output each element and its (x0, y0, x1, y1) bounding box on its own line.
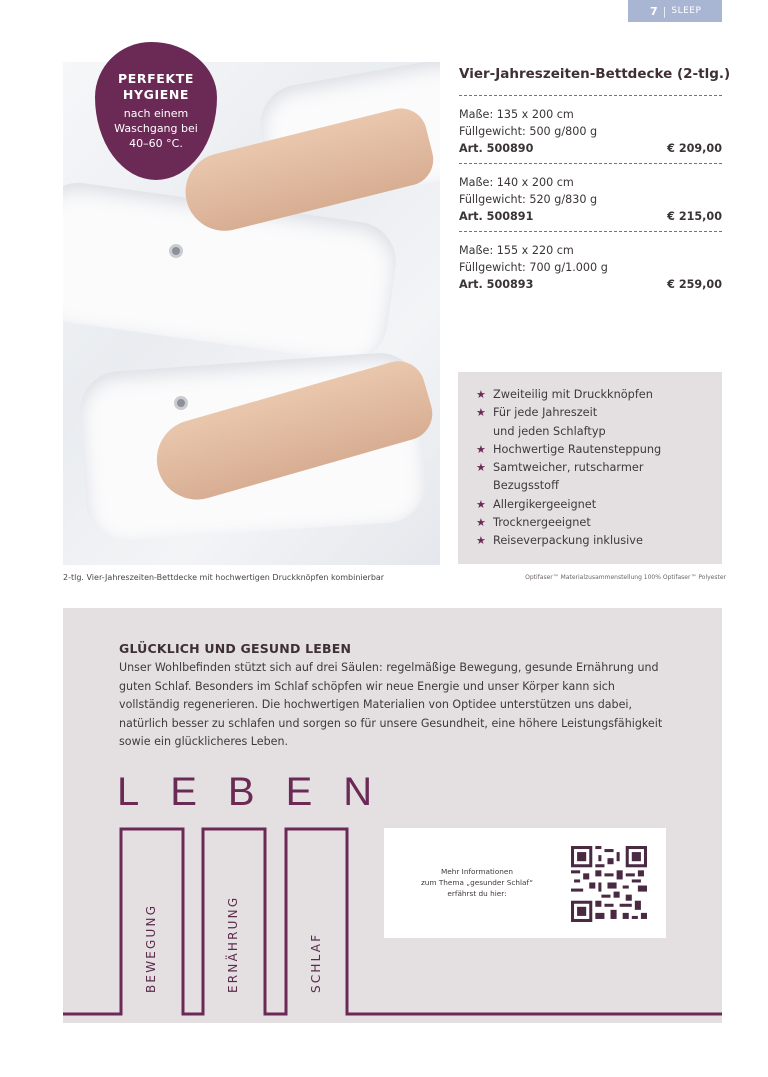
variant-price: € 259,00 (667, 278, 722, 291)
badge-line-3: nach einem (123, 107, 189, 120)
star-icon: ★ (476, 497, 486, 511)
product-title: Vier-Jahreszeiten-Bettdecke (2-tlg.) (459, 66, 731, 82)
variant-weight: Füllgewicht: 520 g/830 g (459, 193, 598, 206)
badge-line-5: 40–60 °C. (129, 137, 183, 150)
badge-line-4: Waschgang bei (114, 122, 198, 135)
badge-line-1: PERFEKTE (118, 71, 194, 86)
star-icon: ★ (476, 388, 486, 401)
feature-item: ★ Allergikergeeignet (476, 496, 712, 514)
section-name: SLEEP (671, 6, 702, 16)
star-icon: ★ (476, 516, 486, 530)
variant-price: € 209,00 (667, 142, 722, 155)
feature-item: ★ Hochwertige Rautensteppung (476, 441, 712, 459)
pillar-label-schlaf: SCHLAF (309, 932, 323, 993)
badge-line-2: HYGIENE (122, 87, 190, 102)
star-icon: ★ (476, 442, 486, 456)
qr-code-icon[interactable] (570, 846, 648, 922)
feature-item: ★ Reiseverpackung inklusive (476, 532, 712, 550)
qr-card[interactable] (384, 828, 666, 938)
star-icon: ★ (476, 406, 486, 420)
star-icon: ★ (476, 461, 486, 475)
star-icon: ★ (476, 534, 486, 548)
pillar-label-bewegung: BEWEGUNG (144, 903, 158, 993)
variant-weight: Füllgewicht: 500 g/800 g (459, 125, 598, 138)
photo-caption: 2-tlg. Vier-Jahreszeiten-Bettdecke mit hochwertigen Druckknöpfen kombinierbar (63, 573, 385, 582)
variant-size: Maße: 155 x 220 cm (459, 244, 574, 257)
feature-item-continued: Bezugsstoff (493, 479, 559, 493)
pillar-label-ernaehrung: ERNÄHRUNG (226, 895, 240, 993)
feature-item: ★ Zweiteilig mit Druckknöpfen (476, 386, 712, 404)
page-number: 7 (650, 4, 658, 18)
variant-size: Maße: 140 x 200 cm (459, 176, 574, 189)
variant-size: Maße: 135 x 200 cm (459, 108, 574, 121)
feature-item-continued: und jeden Schlaftyp (493, 424, 606, 438)
variant-weight: Füllgewicht: 700 g/1.000 g (459, 261, 608, 274)
tab-separator: | (662, 4, 667, 18)
variant-price: € 215,00 (667, 210, 722, 223)
qr-text: Mehr Informationen zum Thema „gesunder Schlaf“ erfährst du hier: (420, 867, 534, 898)
variant-article: Art. 500891 (459, 210, 534, 223)
leben-headline: LEBEN (117, 770, 404, 814)
feature-item: ★ Trocknergeeignet (476, 514, 712, 532)
feature-item: ★ Für jede Jahreszeit (476, 404, 712, 422)
section-body: Unser Wohlbefinden stützt sich auf drei Säulen: regelmäßige Bewegung, gesunde Ernährung und guten Schlaf. Besonders im Schlaf schöpfen wir neue Energie und unser Körper kann sich vollständig regenerieren. Die hochwertigen Materialien von Optidee unterstützen uns dabei, natürlich besser zu schlafen und sorgen so für unsere Gesundheit, eine höhere Leistungsfähigkeit sowie ein glücklicheres Leben. (119, 661, 663, 749)
section-title: GLÜCKLICH UND GESUND LEBEN (119, 641, 352, 656)
feature-item: ★ Samtweicher, rutscharmer (476, 459, 712, 477)
variant-article: Art. 500893 (459, 278, 534, 291)
variant-article: Art. 500890 (459, 142, 534, 155)
material-caption: Optifaser™ Materialzusammenstellung 100% Optifaser™ Polyester (525, 574, 726, 581)
